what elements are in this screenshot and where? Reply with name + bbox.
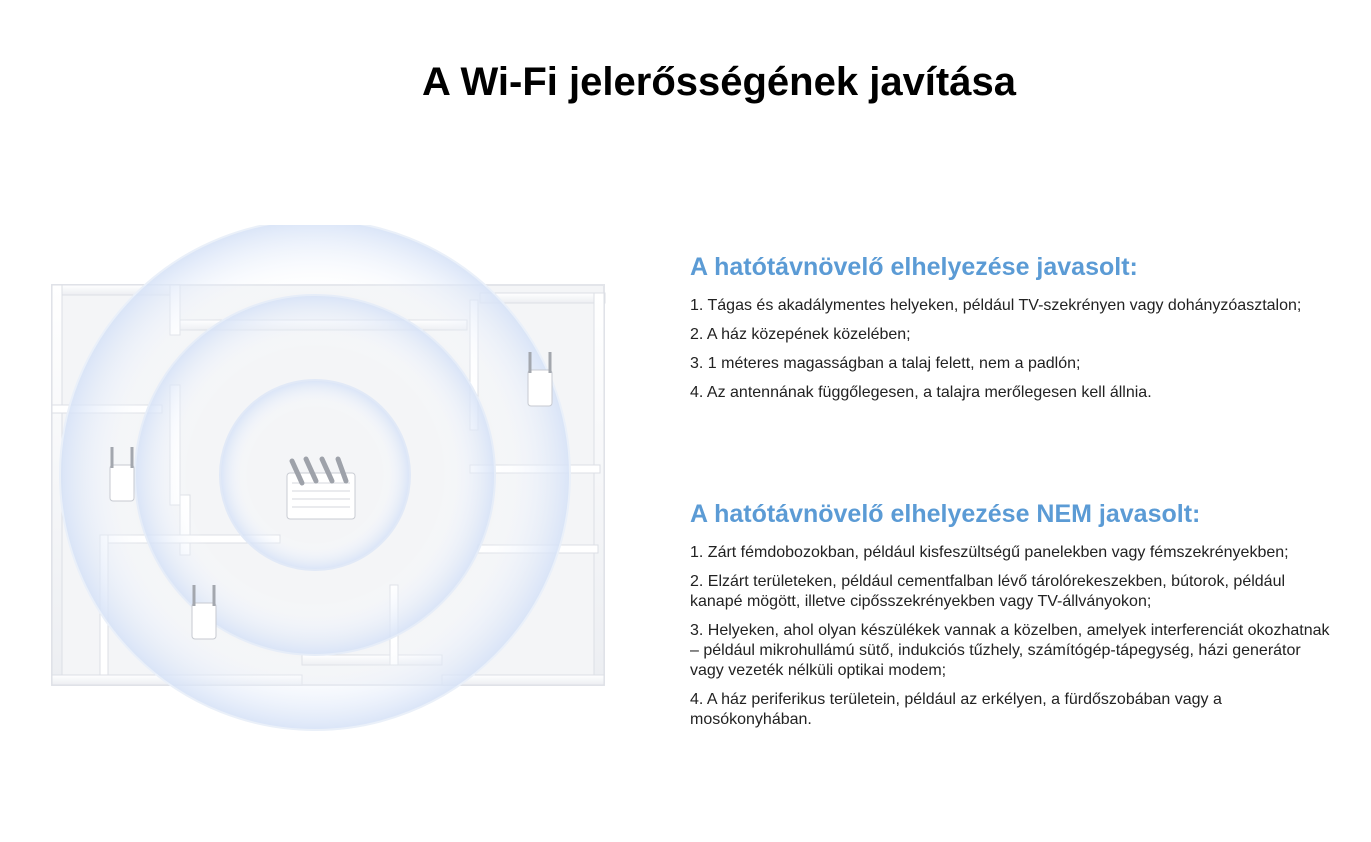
page-title: A Wi-Fi jelerősségének javítása (422, 60, 1016, 104)
not-recommended-heading: A hatótávnövelő elhelyezése NEM javasolt: (690, 500, 1201, 528)
list-item: 3. 1 méteres magasságban a talaj felett, nem a padlón; (690, 355, 1081, 372)
not-recommended-placement-section (690, 500, 1330, 739)
floorplan-svg (40, 225, 620, 745)
list-item: 1. Zárt fémdobozokban, például kisfeszültségű panelekben vagy fémszekrényekben; (690, 544, 1289, 561)
recommended-list (690, 296, 1330, 403)
not-recommended-list (690, 543, 1330, 730)
list-item: 4. A ház periferikus területein, például az erkélyen, a fürdőszobában vagy a mosókonyhában. (690, 691, 1222, 728)
list-item: 1. Tágas és akadálymentes helyeken, például TV-szekrényen vagy dohányzóasztalon; (690, 297, 1302, 314)
list-item: 4. Az antennának függőlegesen, a talajra merőlegesen kell állnia. (690, 384, 1152, 401)
list-item: 3. Helyeken, ahol olyan készülékek vannak a közelben, amelyek interferenciát okozhatnak – például mikrohullámú sütő, indukciós tűzhely, számítógép-tápegység, házi generátor vagy vezeték nélküli optikai modem; (690, 622, 1330, 679)
house-floorplan-illustration (40, 225, 620, 745)
recommended-placement-section (690, 253, 1330, 412)
list-item: 2. A ház közepének közelében; (690, 326, 911, 343)
recommended-heading: A hatótávnövelő elhelyezése javasolt: (690, 253, 1138, 281)
list-item: 2. Elzárt területeken, például cementfalban lévő tárolórekeszekben, bútorok, például kanapé mögött, illetve cipősszekrényekben vagy TV-állványokon; (690, 573, 1286, 610)
